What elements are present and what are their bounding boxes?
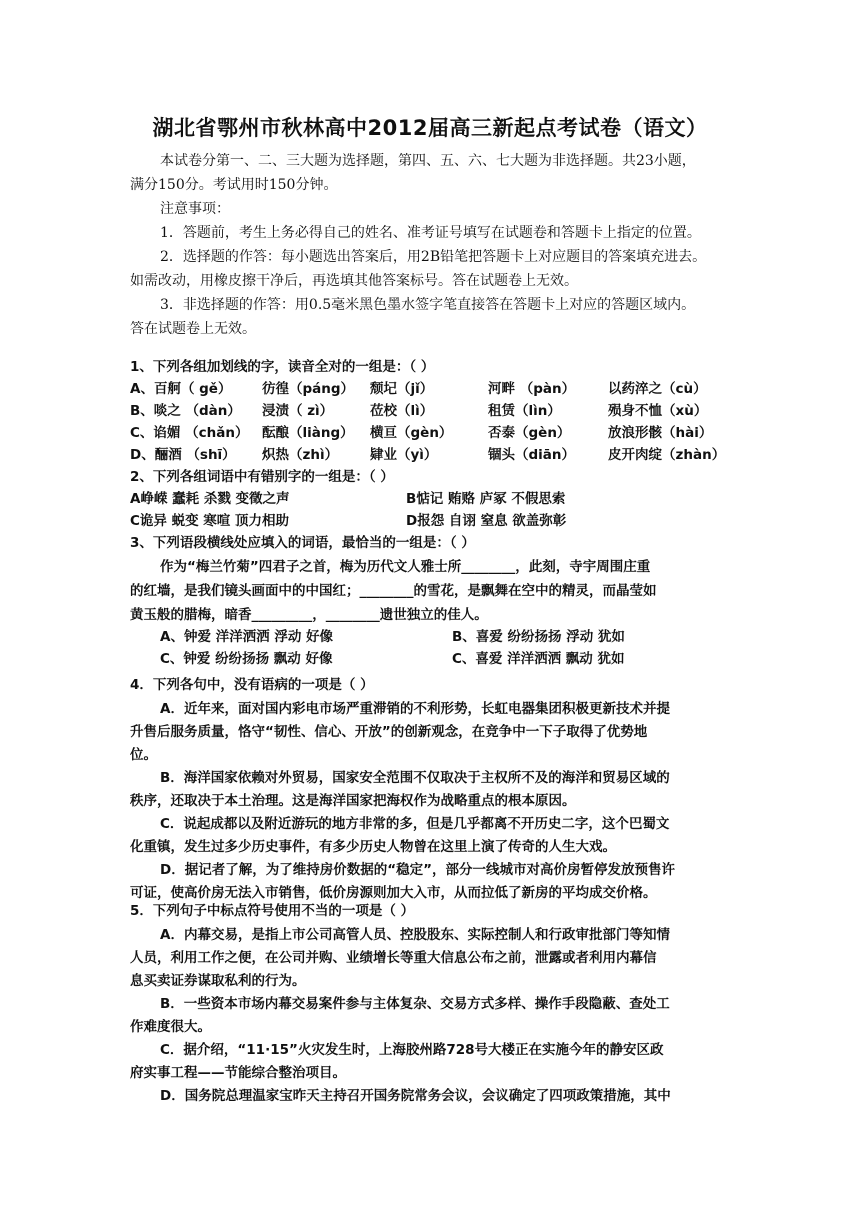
notice-line: 3．非选择题的作答：用0.5毫米黑色墨水签字笔直接答在答题卡上对应的答题区域内。 xyxy=(160,297,696,313)
question-line: 作难度很大。 xyxy=(130,1019,211,1035)
question-line: 位。 xyxy=(130,747,157,763)
question-3-option-row xyxy=(160,626,780,648)
question-line: A．近年来，面对国内彩电市场严重滞销的不利形势，长虹电器集团积极更新技术并提 xyxy=(160,701,670,717)
notice-heading: 注意事项： xyxy=(160,201,230,217)
question-1-option-row xyxy=(130,444,750,466)
question-3-stem: 3、下列语段横线处应填入的词语，最恰当的一组是：（ ） xyxy=(130,535,475,551)
option-item: 租赁（lìn） xyxy=(488,403,561,419)
question-line: 息买卖证券谋取私利的行为。 xyxy=(130,973,306,989)
question-line: A．内幕交易，是指上市公司高管人员、控股股东、实际控制人和行政审批部门等知情 xyxy=(160,927,670,943)
question-3-passage-line: 黄玉般的腊梅，暗香_________，________遗世独立的佳人。 xyxy=(130,607,488,623)
question-line: 升售后服务质量，恪守“韧性、信心、开放”的创新观念，在竞争中一下子取得了优势地 xyxy=(130,724,648,740)
option-item: 殒身不恤（xù） xyxy=(608,403,708,419)
option-item: A、百舸（ gě） xyxy=(130,381,232,397)
question-2-stem: 2、下列各组词语中有错别字的一组是：（ ） xyxy=(130,469,394,485)
option-item: 放浪形骸（hài） xyxy=(608,425,713,441)
question-line: 秩序，还取决于本土治理。这是海洋国家把海权作为战略重点的根本原因。 xyxy=(130,793,576,809)
option-item: B、啖之 （dàn） xyxy=(130,403,241,419)
option-item: D、酾酒 （shī） xyxy=(130,447,236,463)
question-5-stem: 5．下列句子中标点符号使用不当的一项是（ ） xyxy=(130,903,415,919)
question-line: D．据记者了解，为了维持房价数据的“稳定”，部分一线城市对高价房暂停发放预售许 xyxy=(160,862,675,878)
question-line: B．海洋国家依赖对外贸易，国家安全范围不仅取决于主权所不及的海洋和贸易区域的 xyxy=(160,770,670,786)
question-2-option-row xyxy=(130,510,750,532)
question-1-option-row xyxy=(130,422,750,444)
option-item: B惦记 贿赂 庐冢 不假思索 xyxy=(406,491,566,507)
option-item: 横亘（gèn） xyxy=(370,425,453,441)
option-item: A、钟爱 洋洋洒洒 浮动 好像 xyxy=(160,629,334,645)
option-item: 酝酿（liàng） xyxy=(262,425,354,441)
question-3-option-row xyxy=(160,648,780,670)
option-item: C、谄媚 （chǎn） xyxy=(130,425,249,441)
question-3-passage-line: 作为“梅兰竹菊”四君子之首，梅为历代文人雅士所________，此刻，寺宇周围庄重 xyxy=(160,559,651,575)
question-line: C．据介绍，“11·15”火灾发生时，上海胶州路728号大楼正在实施今年的静安区政 xyxy=(160,1042,664,1058)
question-line: C．说起成都以及附近游玩的地方非常的多，但是几乎都离不开历史二字，这个巴蜀文 xyxy=(160,816,670,832)
question-1-option-row xyxy=(130,400,750,422)
question-3-passage-line: 的红墙，是我们镜头画面中的中国红；________的雪花，是飘舞在空中的精灵，而晶莹如 xyxy=(130,583,657,599)
option-item: C诡异 蜕变 寒喧 顶力相助 xyxy=(130,513,290,529)
notice-line: 答在试题卷上无效。 xyxy=(130,321,256,337)
question-1-stem: 1、下列各组加划线的字，读音全对的一组是：（ ） xyxy=(130,359,435,375)
notice-line: 1．答题前，考生上务必得自己的姓名、准考证号填写在试题卷和答题卡上指定的位置。 xyxy=(160,225,701,241)
option-item: D报怨 自诩 窒息 欲盖弥彰 xyxy=(406,513,567,529)
option-item: C、钟爱 纷纷扬扬 飘动 好像 xyxy=(160,651,333,667)
notice-line: 2．选择题的作答：每小题选出答案后，用2B铅笔把答题卡上对应题目的答案填充进去。 xyxy=(160,249,707,265)
question-1-option-row xyxy=(130,378,750,400)
intro-line: 本试卷分第一、二、三大题为选择题，第四、五、六、七大题为非选择题。共23小题， xyxy=(160,153,696,169)
question-line: B．一些资本市场内幕交易案件参与主体复杂、交易方式多样、操作手段隐蔽、查处工 xyxy=(160,996,670,1012)
option-item: 否泰（gèn） xyxy=(488,425,571,441)
option-item: A峥嵘 蠢耗 杀戮 变徵之声 xyxy=(130,491,290,507)
question-line: 可证，使高价房无法入市销售，低价房源则加大入市，从而拉低了新房的平均成交价格。 xyxy=(130,885,657,901)
option-item: B、喜爱 纷纷扬扬 浮动 犹如 xyxy=(452,629,625,645)
option-item: 彷徨（páng） xyxy=(262,381,355,397)
option-item: 颓圮（jǐ） xyxy=(370,381,434,397)
question-line: 化重镇，发生过多少历史事件，有多少历史人物曾在这里上演了传奇的人生大戏。 xyxy=(130,839,616,855)
intro-line: 满分150分。考试用时150分钟。 xyxy=(130,177,338,193)
option-item: 浸渍（ zì） xyxy=(262,403,334,419)
option-item: 皮开肉绽（zhàn） xyxy=(608,447,726,463)
option-item: 肄业（yì） xyxy=(370,447,438,463)
option-item: C、喜爱 洋洋洒洒 飘动 犹如 xyxy=(452,651,625,667)
question-2-option-row xyxy=(130,488,750,510)
option-item: 莅校（lì） xyxy=(370,403,434,419)
question-4-stem: 4．下列各句中，没有语病的一项是（ ） xyxy=(130,677,374,693)
question-line: D．国务院总理温家宝昨天主持召开国务院常务会议，会议确定了四项政策措施，其中 xyxy=(160,1088,671,1104)
option-item: 炽热（zhì） xyxy=(262,447,339,463)
question-line: 府实事工程——节能综合整治项目。 xyxy=(130,1065,346,1081)
option-item: 锢头（diān） xyxy=(488,447,576,463)
question-line: 人员，利用工作之便，在公司并购、业绩增长等重大信息公布之前，泄露或者利用内幕信 xyxy=(130,950,657,966)
exam-title: 湖北省鄂州市秋林高中2012届高三新起点考试卷（语文） xyxy=(152,116,708,140)
option-item: 河畔 （pàn） xyxy=(488,381,576,397)
option-item: 以药淬之（cù） xyxy=(608,381,707,397)
notice-line: 如需改动，用橡皮擦干净后，再选填其他答案标号。答在试题卷上无效。 xyxy=(130,273,578,289)
